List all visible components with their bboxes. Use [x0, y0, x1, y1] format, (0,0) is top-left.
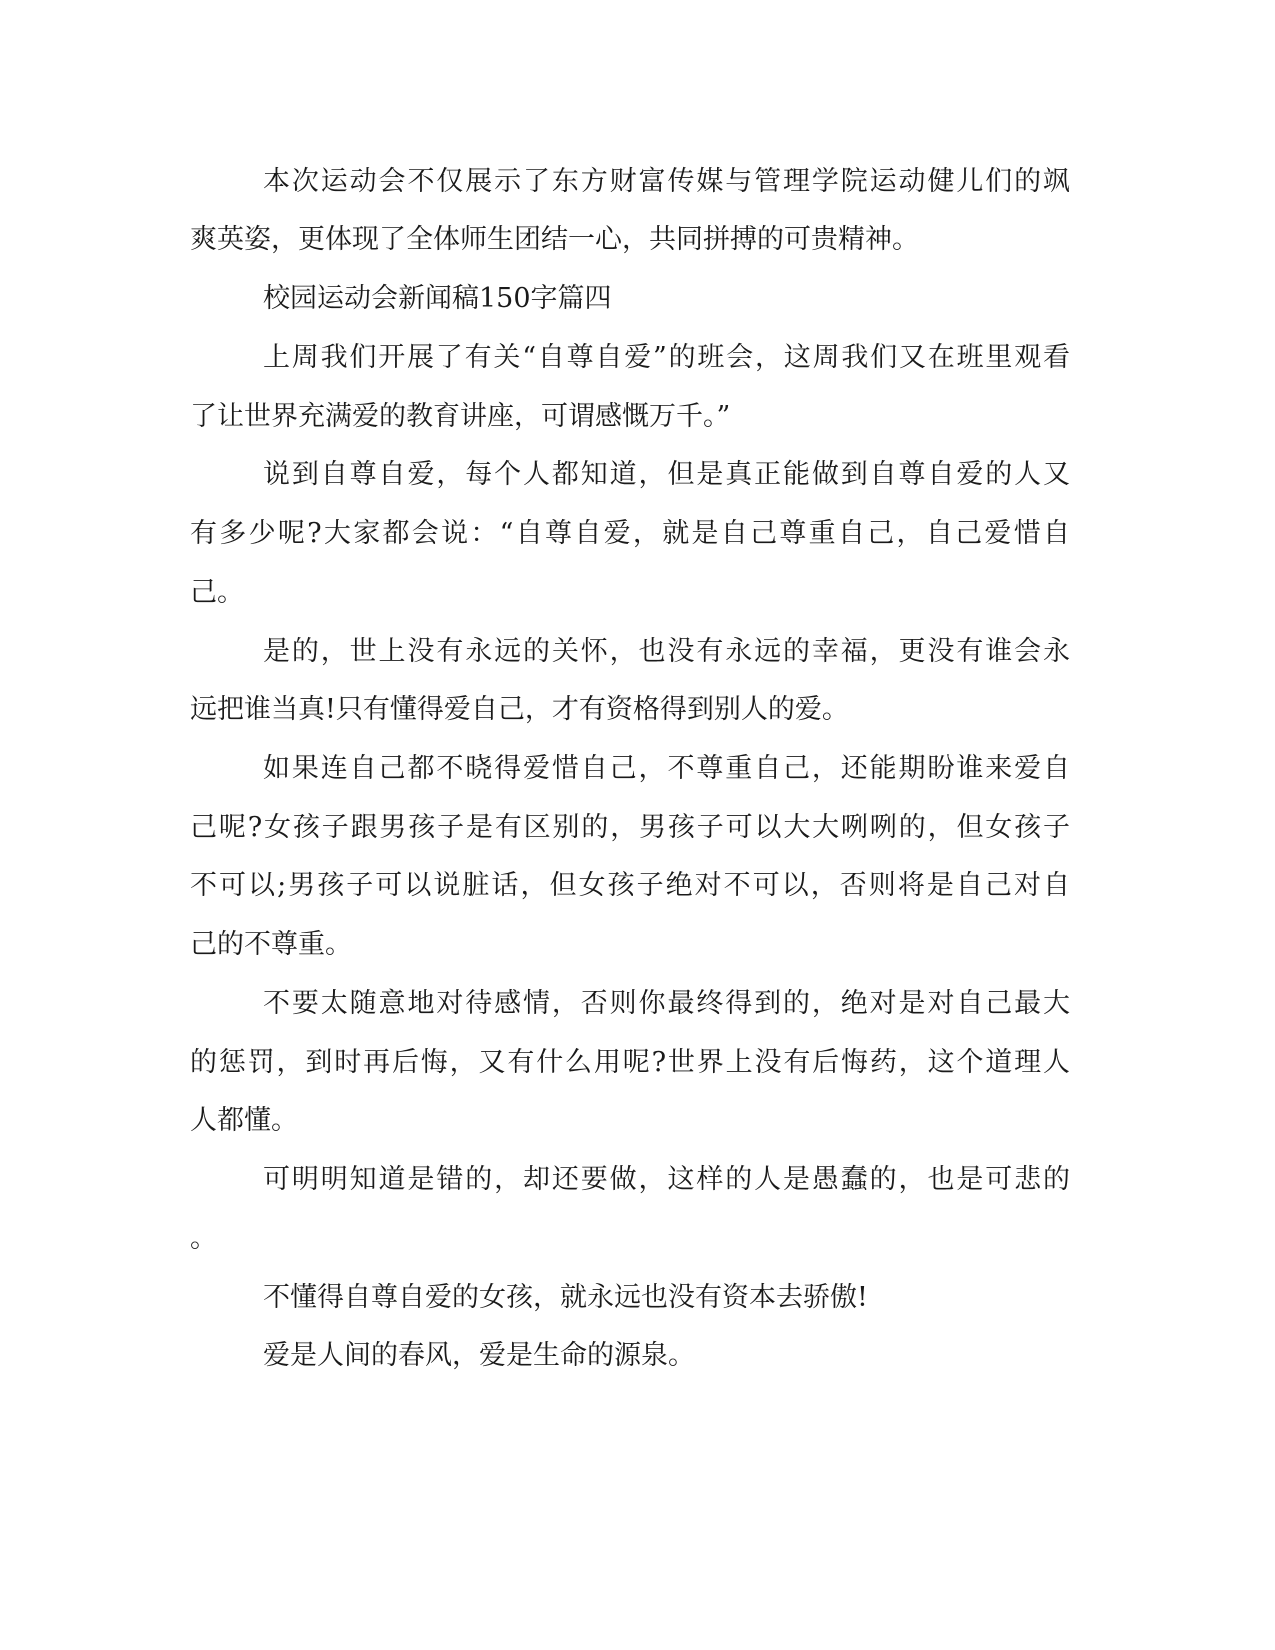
- paragraph-line: 己呢?女孩子跟男孩子是有区别的，男孩子可以大大咧咧的，但女孩子: [190, 812, 1070, 843]
- paragraph-line: 不要太随意地对待感情，否则你最终得到的，绝对是对自己最大: [263, 988, 1070, 1019]
- paragraph-line: 上周我们开展了有关“自尊自爱”的班会，这周我们又在班里观看: [263, 342, 1070, 373]
- paragraph-line: 人都懂。: [190, 1105, 298, 1136]
- section-heading: 校园运动会新闻稿150字篇四: [263, 283, 612, 314]
- paragraph-line: 如果连自己都不晓得爱惜自己，不尊重自己，还能期盼谁来爱自: [263, 753, 1070, 784]
- paragraph-line: 说到自尊自爱，每个人都知道，但是真正能做到自尊自爱的人又: [263, 459, 1070, 490]
- paragraph-line: 己的不尊重。: [190, 929, 352, 960]
- paragraph-line: 不懂得自尊自爱的女孩，就永远也没有资本去骄傲!: [263, 1282, 868, 1313]
- paragraph-line: 了让世界充满爱的教育讲座，可谓感慨万千。”: [190, 401, 731, 432]
- paragraph-line: 是的，世上没有永远的关怀，也没有永远的幸福，更没有谁会永: [263, 636, 1070, 667]
- paragraph-line: 远把谁当真!只有懂得爱自己，才有资格得到别人的爱。: [190, 694, 849, 725]
- paragraph-line: 有多少呢?大家都会说：“自尊自爱，就是自己尊重自己，自己爱惜自: [190, 518, 1070, 549]
- paragraph-line: 爽英姿，更体现了全体师生团结一心，共同拼搏的可贵精神。: [190, 224, 919, 255]
- paragraph-line: 不可以;男孩子可以说脏话，但女孩子绝对不可以，否则将是自己对自: [190, 870, 1070, 901]
- paragraph-line: 己。: [190, 577, 244, 608]
- paragraph-line: 爱是人间的春风，爱是生命的源泉。: [263, 1340, 695, 1371]
- paragraph-line: 的惩罚，到时再后悔，又有什么用呢?世界上没有后悔药，这个道理人: [190, 1047, 1070, 1078]
- paragraph-line: 本次运动会不仅展示了东方财富传媒与管理学院运动健儿们的飒: [263, 166, 1070, 197]
- paragraph-line: 。: [190, 1223, 217, 1254]
- paragraph-line: 可明明知道是错的，却还要做，这样的人是愚蠢的，也是可悲的: [263, 1164, 1070, 1195]
